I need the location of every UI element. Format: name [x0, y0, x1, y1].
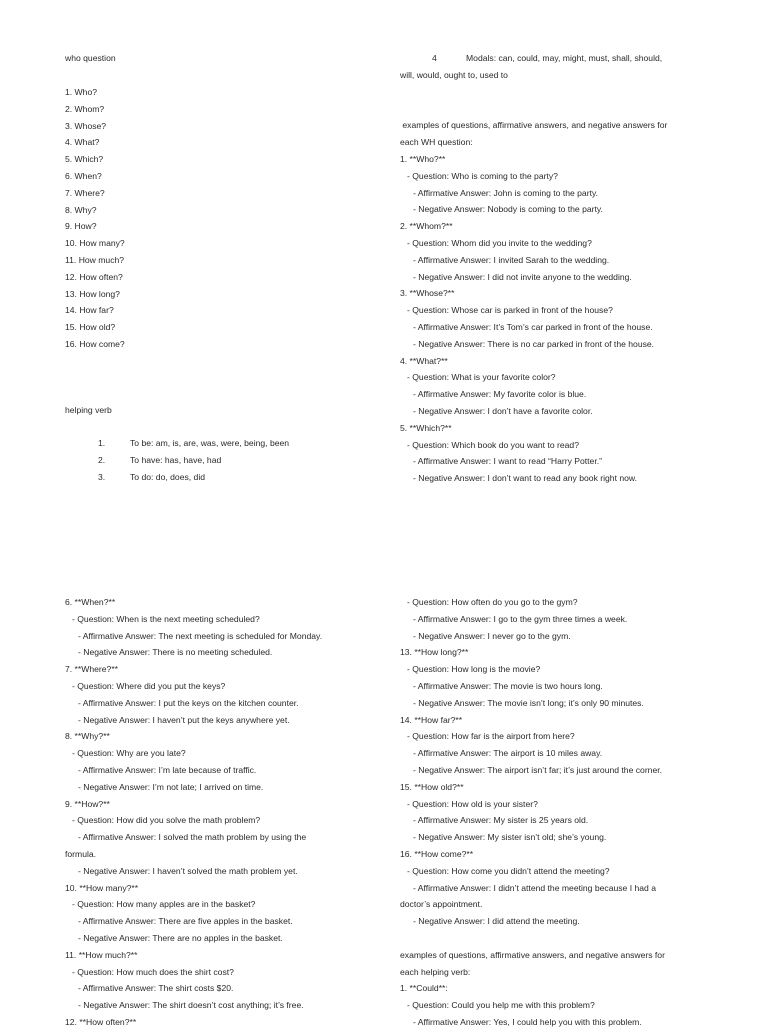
wh-list-item: 1. Who? [65, 87, 98, 97]
text-line: 15. **How old?** [400, 781, 464, 792]
text-line: - Negative Answer: I don’t want to read any book right now. [413, 473, 638, 484]
wh-list-item: 13. How long? [65, 288, 120, 299]
modals-line-2: will, would, ought to, used to [400, 70, 508, 80]
helping-verb-item [65, 472, 345, 483]
helping-verb-text: To do: do, does, did [130, 471, 206, 482]
helping-verb-item [65, 438, 345, 449]
text-line: - Affirmative Answer: I want to read “Harry Potter.” [413, 456, 602, 467]
modals-line-1: Modals: can, could, may, might, must, shall, should, [466, 53, 663, 63]
text-line: - Affirmative Answer: The airport is 10 miles away. [413, 748, 603, 759]
text-line: - Question: Which book do you want to read? [407, 439, 579, 450]
page-bottom-right [400, 590, 730, 1027]
modals-number: 4 [432, 53, 437, 63]
text-line: - Negative Answer: Nobody is coming to the party. [413, 204, 603, 215]
text-line: - Question: What is your favorite color? [407, 372, 556, 383]
text-line: - Question: How far is the airport from here? [407, 731, 575, 742]
text-line: 11. **How much?** [65, 949, 138, 960]
wh-examples-intro-2: each WH question: [400, 137, 473, 147]
wh-list-item: 4. What? [65, 137, 100, 148]
page-top-right [400, 0, 730, 500]
text-line: - Question: How often do you go to the gym? [407, 597, 578, 607]
text-line: - Negative Answer: I did not invite anyone to the wedding. [413, 271, 632, 282]
text-line: - Question: Could you help me with this problem? [407, 1000, 595, 1011]
text-line: - Question: When is the next meeting scheduled? [72, 613, 260, 624]
text-line: 16. **How come?** [400, 849, 474, 859]
text-line: - Question: How did you solve the math problem? [72, 815, 261, 826]
wh-list-item: 16. How come? [65, 339, 125, 349]
text-line: 7. **Where?** [65, 664, 119, 675]
who-question-heading: who question [65, 53, 116, 63]
text-line: - Negative Answer: The movie isn’t long; it’s only 90 minutes. [413, 697, 644, 708]
text-line: - Negative Answer: The airport isn’t far; it’s just around the corner. [413, 765, 663, 775]
wh-list-item: 10. How many? [65, 238, 125, 249]
text-line: - Question: Where did you put the keys? [72, 681, 226, 691]
helping-verb-heading: helping verb [65, 405, 112, 415]
text-line: 12. **How often?** [65, 1017, 137, 1027]
text-line: - Negative Answer: I haven’t solved the math problem yet. [78, 865, 298, 876]
wh-list-item: 3. Whose? [65, 120, 107, 131]
helping-verb-number: 3. [98, 471, 106, 482]
text-line: 6. **When?** [65, 597, 116, 607]
text-line: - Negative Answer: The shirt doesn’t cost anything; it’s free. [78, 1000, 304, 1011]
wh-list-item: 11. How much? [65, 255, 125, 265]
text-line: - Question: Whose car is parked in front of the house? [407, 305, 613, 316]
text-line: - Affirmative Answer: Yes, I could help you with this problem. [413, 1017, 642, 1027]
text-line: - Affirmative Answer: I didn’t attend the meeting because I had a [413, 882, 656, 893]
wh-list-item: 2. Whom? [65, 103, 105, 114]
text-line: - Negative Answer: I’m not late; I arrived on time. [78, 781, 264, 792]
text-line: - Affirmative Answer: There are five apples in the basket. [78, 916, 293, 927]
wh-list-item: 7. Where? [65, 187, 105, 198]
text-line: - Affirmative Answer: My favorite color is blue. [413, 389, 587, 400]
wh-list-item: 6. When? [65, 171, 102, 181]
helping-verb-number: 2. [98, 454, 106, 465]
wh-examples-intro-1: examples of questions, affirmative answers, and negative answers for [400, 120, 668, 130]
text-line: - Affirmative Answer: John is coming to the party. [413, 187, 599, 198]
text-line: 2. **Whom?** [400, 221, 453, 232]
text-line: - Negative Answer: My sister isn’t old; she’s young. [413, 832, 607, 843]
text-line: - Affirmative Answer: I’m late because of traffic. [78, 765, 257, 775]
helping-verb-text: To have: has, have, had [130, 454, 222, 465]
wh-list-item: 8. Why? [65, 204, 97, 215]
text-line: - Affirmative Answer: My sister is 25 years old. [413, 815, 589, 826]
text-line: - Negative Answer: I haven’t put the keys anywhere yet. [78, 714, 290, 725]
text-line: - Affirmative Answer: I put the keys on the kitchen counter. [78, 697, 299, 708]
text-line: 1. **Could**: [400, 983, 448, 994]
text-line: each helping verb: [400, 966, 471, 977]
helping-verb-text: To be: am, is, are, was, were, being, been [130, 438, 290, 448]
text-line: 1. **Who?** [400, 154, 446, 164]
wh-list-item: 5. Which? [65, 154, 104, 165]
text-line: - Affirmative Answer: I invited Sarah to the wedding. [413, 254, 610, 265]
text-line: 5. **Which?** [400, 422, 452, 433]
text-line: examples of questions, affirmative answers, and negative answers for [400, 949, 665, 960]
wh-list-item: 15. How old? [65, 322, 116, 333]
text-line: - Negative Answer: I never go to the gym. [413, 630, 571, 641]
text-line: 4. **What?** [400, 355, 448, 366]
page-top-left [65, 0, 365, 500]
helping-verb-number: 1. [98, 438, 106, 448]
text-line: 8. **Why?** [65, 731, 110, 742]
text-line: formula. [65, 849, 97, 859]
text-line: - Negative Answer: There is no meeting scheduled. [78, 647, 273, 658]
text-line: - Affirmative Answer: I go to the gym three times a week. [413, 613, 628, 624]
text-line: 13. **How long?** [400, 647, 469, 658]
text-line: - Question: Whom did you invite to the wedding? [407, 238, 592, 248]
text-line: - Negative Answer: I did attend the meeting. [413, 916, 580, 927]
text-line: - Affirmative Answer: The movie is two hours long. [413, 681, 603, 691]
text-line: - Negative Answer: I don’t have a favorite color. [413, 406, 593, 416]
text-line: - Question: How come you didn’t attend the meeting? [407, 865, 610, 876]
helping-verb-item [65, 455, 345, 466]
text-line: 10. **How many?** [65, 882, 139, 893]
text-line: - Affirmative Answer: I solved the math problem by using the [78, 832, 307, 843]
text-line: - Negative Answer: There is no car parked in front of the house. [413, 338, 655, 349]
text-line: - Question: How much does the shirt cost? [72, 966, 234, 977]
text-line: - Question: Why are you late? [72, 748, 186, 759]
wh-list-item: 12. How often? [65, 271, 123, 282]
text-line: - Question: Who is coming to the party? [407, 170, 558, 181]
text-line: - Question: How many apples are in the basket? [72, 899, 256, 910]
text-line: - Question: How long is the movie? [407, 664, 541, 675]
page-bottom-left [65, 590, 375, 1027]
wh-list-item: 14. How far? [65, 305, 114, 316]
text-line: 14. **How far?** [400, 714, 463, 725]
text-line: - Question: How old is your sister? [407, 798, 538, 809]
text-line: - Affirmative Answer: It’s Tom’s car parked in front of the house. [413, 322, 653, 332]
wh-list-item: 9. How? [65, 221, 97, 232]
text-line: - Affirmative Answer: The shirt costs $20. [78, 983, 234, 994]
text-line: - Affirmative Answer: The next meeting is scheduled for Monday. [78, 630, 323, 641]
text-line: 9. **How?** [65, 798, 110, 809]
text-line: - Negative Answer: There are no apples in the basket. [78, 933, 283, 943]
text-line: doctor’s appointment. [400, 899, 483, 910]
text-line: 3. **Whose?** [400, 288, 455, 299]
